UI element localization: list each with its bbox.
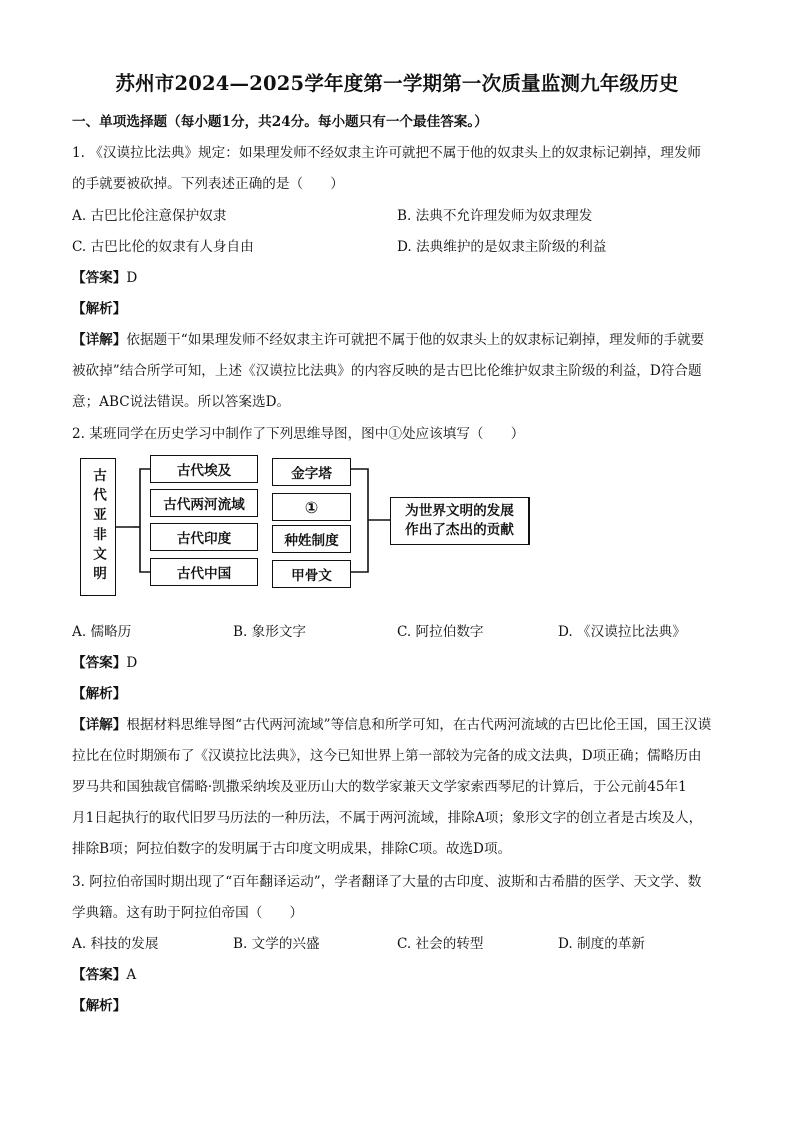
answer-tag: 【答案】 xyxy=(72,967,127,983)
detail-text: 根据材料思维导图“古代两河流域”等信息和所学可知，在古代两河流域的古巴比伦王国，国王汉谟 xyxy=(126,717,712,733)
q1-option-c: C. 古巴比伦的奴隶有人身自由 xyxy=(72,239,254,255)
q3-analysis-tag: 【解析】 xyxy=(72,998,127,1014)
answer-tag: 【答案】 xyxy=(72,655,127,671)
mindmap-civ-india: 古代印度 xyxy=(150,523,258,551)
q2-detail-line1 xyxy=(72,713,711,733)
mindmap-achievement-pyramid: 金字塔 xyxy=(272,458,351,486)
q1-detail-line3: 意；ABC说法错误。所以答案选D。 xyxy=(72,394,291,410)
mindmap-conclusion xyxy=(390,497,530,545)
q3-option-d: D. 制度的革新 xyxy=(558,936,646,952)
q3-option-b: B. 文学的兴盛 xyxy=(233,936,320,952)
answer-value: A xyxy=(126,967,137,983)
answer-tag: 【答案】 xyxy=(72,270,127,286)
mindmap-root-label: 古代亚非文明 xyxy=(90,468,106,586)
q1-option-d: D. 法典维护的是奴隶主阶级的利益 xyxy=(397,239,607,255)
detail-tag: 【详解】 xyxy=(72,717,127,733)
q1-analysis-tag: 【解析】 xyxy=(72,301,127,317)
mindmap-achievement-oracle: 甲骨文 xyxy=(272,560,351,588)
q1-detail-line2: 被砍掉”结合所学可知，上述《汉谟拉比法典》的内容反映的是古巴比伦维护奴隶主阶级的利益，D符合题 xyxy=(72,363,702,379)
detail-text: 依据题干“如果理发师不经奴隶主许可就把不属于他的奴隶头上的奴隶标记剃掉，理发师的手就要 xyxy=(126,332,705,348)
mindmap-civ-mesopotamia: 古代两河流域 xyxy=(150,489,258,517)
answer-value: D xyxy=(126,270,138,286)
q2-option-d: D. 《汉谟拉比法典》 xyxy=(558,624,686,640)
q1-stem-line2: 的手就要被砍掉。下列表述正确的是（ ） xyxy=(72,176,344,192)
q3-stem-line1: 3. 阿拉伯帝国时期出现了“百年翻译运动”，学者翻译了大量的古印度、波斯和古希腊的医学、天文学、数 xyxy=(72,874,702,890)
q2-option-c: C. 阿拉伯数字 xyxy=(397,624,484,640)
answer-value: D xyxy=(126,655,138,671)
q2-detail-line4: 月1日起执行的取代旧罗马历法的一种历法，不属于两河流域，排除A项；象形文字的创立者是古埃及人， xyxy=(72,810,703,826)
q2-option-b: B. 象形文字 xyxy=(233,624,307,640)
q2-analysis-tag: 【解析】 xyxy=(72,686,127,702)
q2-answer xyxy=(72,651,137,671)
q3-option-a: A. 科技的发展 xyxy=(72,936,159,952)
page-title: 苏州市2024—2025学年度第一学期第一次质量监测九年级历史 xyxy=(115,72,679,95)
q3-option-c: C. 社会的转型 xyxy=(397,936,484,952)
detail-tag: 【详解】 xyxy=(72,332,127,348)
q1-option-a: A. 古巴比伦注意保护奴隶 xyxy=(72,208,227,224)
q2-detail-line5: 排除B项；阿拉伯数字的发明属于古印度文明成果，排除C项。故选D项。 xyxy=(72,841,512,857)
mindmap-civ-egypt: 古代埃及 xyxy=(150,455,258,483)
q3-answer xyxy=(72,963,136,983)
mindmap-achievement-blank: ① xyxy=(272,493,351,521)
q2-detail-line3: 罗马共和国独裁官儒略·凯撒采纳埃及亚历山大的数学家兼天文学家索西琴尼的计算后，于公元前45年1 xyxy=(72,779,687,795)
mindmap-achievement-caste: 种姓制度 xyxy=(272,525,351,553)
q3-stem-line2: 学典籍。这有助于阿拉伯帝国（ ） xyxy=(72,905,304,921)
section-heading: 一、单项选择题（每小题1分，共24分。每小题只有一个最佳答案。） xyxy=(72,114,488,130)
q2-option-a: A. 儒略历 xyxy=(72,624,132,640)
q1-option-b: B. 法典不允许理发师为奴隶理发 xyxy=(397,208,593,224)
q2-detail-line2: 拉比在位时期颁布了《汉谟拉比法典》，这今已知世界上第一部较为完备的成文法典，D项正确；儒略历由 xyxy=(72,748,702,764)
mindmap-root xyxy=(80,458,116,596)
mindmap-conclusion-line2: 作出了杰出的贡献 xyxy=(405,522,514,538)
q2-stem: 2. 某班同学在历史学习中制作了下列思维导图，图中①处应该填写（ ） xyxy=(72,426,525,442)
mindmap-civ-china: 古代中国 xyxy=(150,558,258,586)
q1-stem-line1: 1. 《汉谟拉比法典》规定：如果理发师不经奴隶主许可就把不属于他的奴隶头上的奴隶标记剃掉，理发师 xyxy=(72,145,702,161)
mindmap-conclusion-line1: 为世界文明的发展 xyxy=(405,503,514,519)
